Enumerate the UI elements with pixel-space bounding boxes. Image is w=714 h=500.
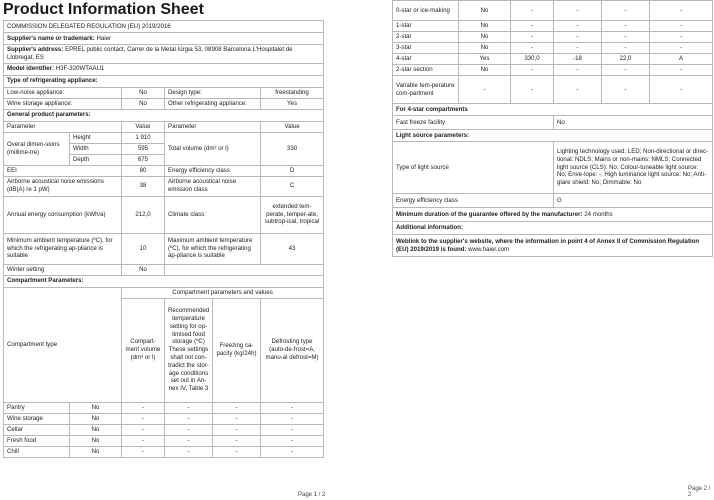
- compartment-temp: -: [165, 424, 213, 435]
- compartment-name: Pantry: [4, 402, 70, 413]
- compartment-defrost: -: [261, 413, 324, 424]
- weblink[interactable]: www.haier.com: [468, 245, 510, 253]
- compartment-temp: -: [554, 32, 602, 43]
- compartment-volume: -: [122, 446, 165, 457]
- compartment-volume: -: [511, 76, 554, 104]
- compartment-heading: Compartment Parameters:: [4, 275, 324, 287]
- compartment-name: Fresh food: [4, 435, 70, 446]
- model-row: Model identifier: H3F-320WTAAU1: [4, 63, 324, 75]
- compartment-volume-header: Compart-ment volume (dm³ or l): [122, 298, 165, 402]
- min-temp-value: 10: [122, 233, 165, 264]
- general-heading: General product parameters:: [4, 109, 324, 121]
- param-header: Parameter: [4, 121, 122, 132]
- compartment-name: Cellar: [4, 424, 70, 435]
- compartment-defrost: -: [650, 43, 713, 54]
- max-temp-value: 43: [261, 233, 324, 264]
- light-class-value: G: [554, 194, 713, 208]
- compartment-temp: -: [165, 402, 213, 413]
- compartment-defrost: -: [650, 65, 713, 76]
- compartment-volume: 330,0: [511, 54, 554, 65]
- recommended-temp-header: Recommended temperature setting for op-timised food storage (ºC) These settings shall not con-tradict the stor-age conditions set out in An-nex IV, Table 3: [165, 298, 213, 402]
- compartment-volume: -: [511, 43, 554, 54]
- compartment-name: 0-star or ice-making: [393, 1, 459, 21]
- compartment-defrost: -: [650, 32, 713, 43]
- type-heading: Type of refrigerating appliance:: [4, 75, 324, 87]
- info-table-page-1: [3, 20, 324, 458]
- page-2: [392, 0, 712, 257]
- four-star-heading: For 4-star compartments: [393, 104, 713, 116]
- light-class-label: Energy efficiency class: [393, 194, 554, 208]
- table-row: [393, 43, 713, 54]
- design-type-value: freestanding: [261, 87, 324, 98]
- compartment-volume: -: [122, 435, 165, 446]
- page-title: Product Information Sheet: [3, 1, 204, 18]
- fast-freeze-value: No: [554, 116, 713, 130]
- table-row: [4, 446, 324, 457]
- total-volume-label: Total volume (dm³ or l): [165, 132, 261, 165]
- compartment-name: Variable tem-perature com-partment: [393, 76, 459, 104]
- height-label: Height: [70, 132, 122, 143]
- table-row: [393, 21, 713, 32]
- compartment-freezing: -: [602, 21, 650, 32]
- table-row: [4, 435, 324, 446]
- page-number: Page 1 / 2: [298, 492, 326, 498]
- table-row: [393, 54, 713, 65]
- compartment-present: No: [70, 413, 122, 424]
- energy-class-label: Energy efficiency class: [165, 165, 261, 176]
- compartment-present: Yes: [459, 54, 511, 65]
- compartment-temp: -: [165, 446, 213, 457]
- design-type-label: Design type:: [165, 87, 261, 98]
- compartment-rows-page-1: [4, 402, 324, 457]
- light-type-label: Type of light source: [393, 142, 554, 194]
- compartment-present: No: [70, 402, 122, 413]
- table-row: [393, 1, 713, 21]
- compartment-freezing: -: [602, 76, 650, 104]
- compartment-volume: -: [511, 1, 554, 21]
- compartment-name: 3-star: [393, 43, 459, 54]
- overall-dimensions-label: Overal dimen-sions (millime-tre): [4, 132, 70, 165]
- compartment-present: No: [70, 435, 122, 446]
- light-type-value: Lighting technology used: LED; Non-directional or direc-tional: NDLS; Mains or non-mains: NMLS; Connected light source (CLS): No; Colour-tuneable light source: No; Enve-lope: -; High luminance light source: No; Anti-glare shield: No; Dimmable: No: [554, 142, 713, 194]
- compartment-params-header: Compartment parameters and values: [122, 287, 324, 298]
- compartment-name: Wine storage: [4, 413, 70, 424]
- winter-setting-label: Winter setting: [4, 264, 122, 275]
- other-appliance-value: Yes: [261, 98, 324, 109]
- page-number: Page 2 / 2: [688, 486, 711, 498]
- compartment-defrost: A: [650, 54, 713, 65]
- depth-label: Depth: [70, 154, 122, 165]
- compartment-present: No: [459, 32, 511, 43]
- table-row: [4, 413, 324, 424]
- annual-energy-value: 212,0: [122, 196, 165, 233]
- low-noise-value: No: [122, 87, 165, 98]
- table-row: [4, 424, 324, 435]
- other-appliance-label: Other refrigerating appliance:: [165, 98, 261, 109]
- compartment-freezing: -: [213, 424, 261, 435]
- compartment-name: 1-star: [393, 21, 459, 32]
- min-temp-label: Minimum ambient temperature (ºC), for which the refrigerating ap-pliance is suitable: [4, 233, 122, 264]
- compartment-volume: -: [122, 413, 165, 424]
- compartment-temp: -: [554, 76, 602, 104]
- compartment-freezing: -: [213, 446, 261, 457]
- compartment-present: No: [459, 65, 511, 76]
- compartment-temp: -18: [554, 54, 602, 65]
- guarantee-row: Minimum duration of the guarantee offered by the manufacturer: 24 months: [393, 208, 713, 222]
- noise-label: Airborne acoustical noise emissions (dB(A) re 1 pW): [4, 176, 122, 196]
- annual-energy-label: Annual energy consumption (kWh/a): [4, 196, 122, 233]
- compartment-rows-page-2: [393, 1, 713, 104]
- compartment-temp: -: [554, 43, 602, 54]
- depth-value: 675: [122, 154, 165, 165]
- compartment-defrost: -: [261, 446, 324, 457]
- winter-setting-value: No: [122, 264, 165, 275]
- weblink-row: Weblink to the supplier's website, where the information in point 4 of Annex II of Commission Regulation (EU) 2019/2019 is found: www.haier.com: [393, 235, 713, 257]
- compartment-name: 2-star: [393, 32, 459, 43]
- table-row: [4, 402, 324, 413]
- compartment-volume: -: [511, 32, 554, 43]
- compartment-present: No: [70, 424, 122, 435]
- wine-value: No: [122, 98, 165, 109]
- page-1: [3, 0, 323, 458]
- info-table-page-2: [392, 0, 713, 257]
- compartment-present: No: [459, 21, 511, 32]
- low-noise-label: Low-noise appliance:: [4, 87, 122, 98]
- total-volume-value: 330: [261, 132, 324, 165]
- noise-class-value: C: [261, 176, 324, 196]
- compartment-freezing: -: [213, 413, 261, 424]
- compartment-temp: -: [554, 65, 602, 76]
- regulation-text: COMMISSION DELEGATED REGULATION (EU) 2019/2016: [4, 21, 324, 33]
- noise-value: 38: [122, 176, 165, 196]
- width-value: 595: [122, 143, 165, 154]
- table-row: [393, 76, 713, 104]
- compartment-temp: -: [165, 413, 213, 424]
- compartment-defrost: -: [650, 21, 713, 32]
- height-value: 1 910: [122, 132, 165, 143]
- eei-label: EEI: [4, 165, 122, 176]
- compartment-temp: -: [554, 1, 602, 21]
- value-header: Value: [122, 121, 165, 132]
- compartment-present: No: [459, 1, 511, 21]
- supplier-name-row: Supplier's name or trademark: Haier: [4, 33, 324, 45]
- compartment-name: Chill: [4, 446, 70, 457]
- compartment-present: No: [70, 446, 122, 457]
- compartment-present: -: [459, 76, 511, 104]
- compartment-freezing: 22,0: [602, 54, 650, 65]
- additional-heading: Additional information:: [393, 222, 713, 235]
- compartment-name: 2-star section: [393, 65, 459, 76]
- compartment-temp: -: [554, 21, 602, 32]
- wine-label: Wine storage appliance:: [4, 98, 122, 109]
- energy-class-value: D: [261, 165, 324, 176]
- compartment-freezing: -: [602, 43, 650, 54]
- compartment-present: No: [459, 43, 511, 54]
- compartment-defrost: -: [261, 402, 324, 413]
- compartment-freezing: -: [602, 1, 650, 21]
- compartment-volume: -: [122, 402, 165, 413]
- compartment-defrost: -: [650, 76, 713, 104]
- width-label: Width: [70, 143, 122, 154]
- table-row: [393, 65, 713, 76]
- compartment-volume: -: [122, 424, 165, 435]
- table-row: [393, 32, 713, 43]
- param-header: Parameter: [165, 121, 261, 132]
- compartment-freezing: -: [213, 435, 261, 446]
- compartment-name: 4-star: [393, 54, 459, 65]
- compartment-defrost: -: [261, 435, 324, 446]
- compartment-freezing: -: [602, 65, 650, 76]
- compartment-defrost: -: [650, 1, 713, 21]
- defrost-type-header: Defrosting type (auto-de-frost=A, manu-al defrost=M): [261, 298, 324, 402]
- compartment-type-header: Compartment type: [4, 287, 122, 402]
- noise-class-label: Airborne acoustical noise emission class: [165, 176, 261, 196]
- supplier-address-row: Supplier's address: EPREL public contact, Carrer de la Metal·lúrgia 53, 08908 Barcelona L'Hospitalet de Llobregat, ES: [4, 45, 324, 64]
- fast-freeze-label: Fast freeze facility: [393, 116, 554, 130]
- compartment-freezing: -: [213, 402, 261, 413]
- compartment-freezing: -: [602, 32, 650, 43]
- climate-class-value: extended tem-perate, temper-ate, subtrop-ical, tropical: [261, 196, 324, 233]
- compartment-defrost: -: [261, 424, 324, 435]
- value-header: Value: [261, 121, 324, 132]
- light-heading: Light source parameters:: [393, 130, 713, 142]
- climate-class-label: Climate class:: [165, 196, 261, 233]
- compartment-volume: -: [511, 21, 554, 32]
- compartment-volume: -: [511, 65, 554, 76]
- max-temp-label: Maximum ambient temperature (ºC), for which the refrigerating ap-pliance is suitable: [165, 233, 261, 264]
- eei-value: 80: [122, 165, 165, 176]
- freezing-capacity-header: Freezing ca-pacity (kg/24h): [213, 298, 261, 402]
- compartment-temp: -: [165, 435, 213, 446]
